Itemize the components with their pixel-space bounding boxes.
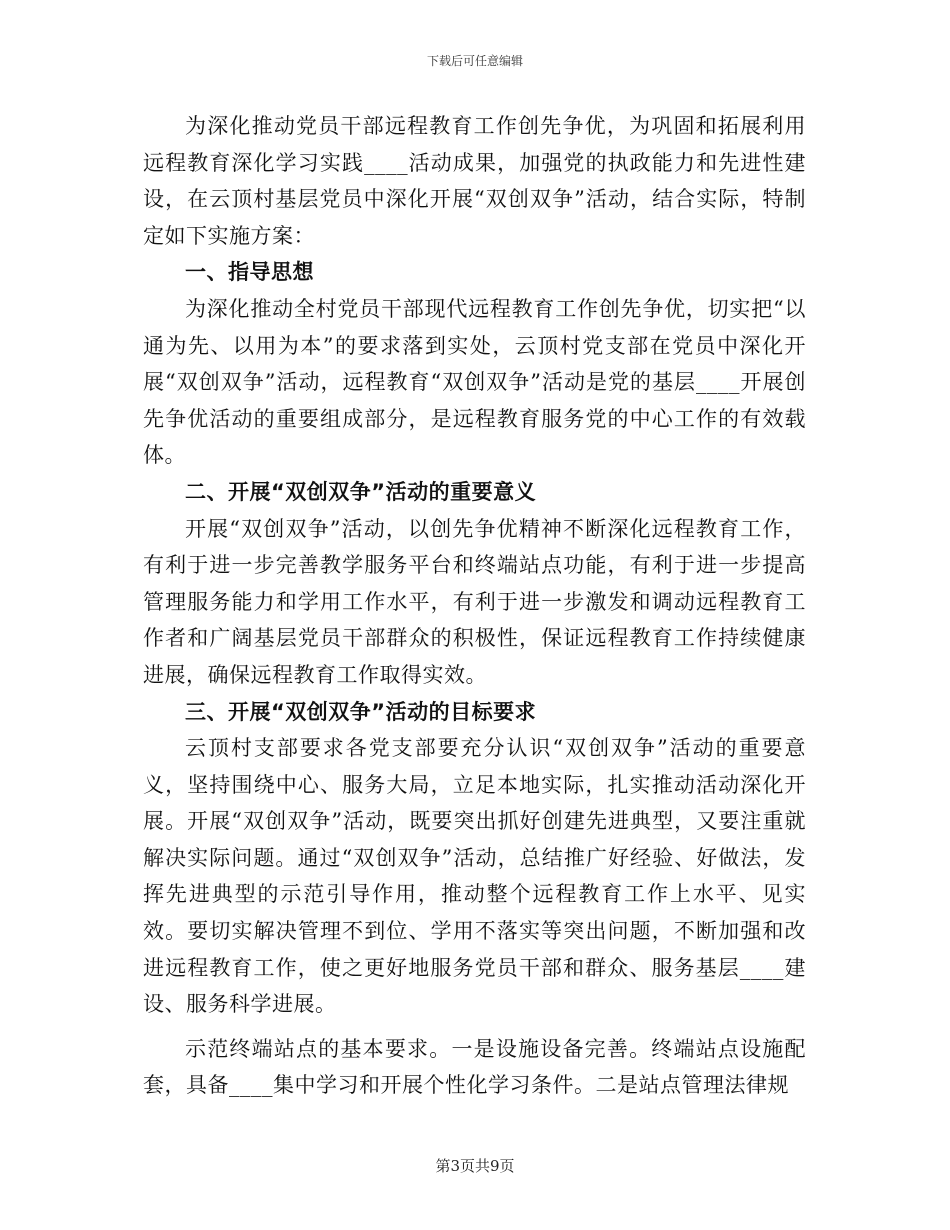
page-header-note: 下载后可任意编辑 (426, 54, 523, 68)
intro-paragraph: 为深化推动党员干部远程教育工作创先争优，为巩固和拓展利用远程教育深化学习实践____活动成果，加强党的执政能力和先进性建设，在云顶村基层党员中深化开展“双创双争”活动，结合实际，特制定如下实施方案： (143, 114, 806, 248)
section-paragraph-guiding-ideology: 为深化推动全村党员干部现代远程教育工作创先争优，切实把“以通为先、以用为本”的要求落到实处，云顶村党支部在党员中深化开展“双创双争”活动，远程教育“双创双争”活动是党的基层____开展创先争优活动的重要组成部分，是远程教育服务党的中心工作的有效载体。 (143, 296, 806, 468)
section-paragraph-significance: 开展“双创双争”活动，以创先争优精神不断深化远程教育工作，有利于进一步完善教学服务平台和终端站点功能，有利于进一步提高管理服务能力和学用工作水平，有利于进一步激发和调动远程教育工作者和广阔基层党员干部群众的积极性，保证远程教育工作持续健康进展，确保远程教育工作取得实效。 (143, 516, 806, 687)
section-heading-goals: 三、开展“双创双争”活动的目标要求 (185, 699, 537, 724)
section-paragraph-goals: 云顶村支部要求各党支部要充分认识“双创双争”活动的重要意义，坚持围绕中心、服务大局，立足本地实际，扎实推动活动深化开展。开展“双创双争”活动，既要突出抓好创建先进典型，又要注重就解决实际问题。通过“双创双争”活动，总结推广好经验、好做法，发挥先进典型的示范引导作用，推动整个远程教育工作上水平、见实效。要切实解决管理不到位、学用不落实等突出问题，不断加强和改进远程教育工作，使之更好地服务党员干部和群众、服务基层____建设、服务科学进展。 (143, 736, 806, 1017)
section-heading-guiding-ideology: 一、指导思想 (185, 260, 314, 285)
section-heading-significance: 二、开展“双创双争”活动的重要意义 (185, 479, 537, 504)
page-number: 第3页共9页 (435, 1157, 515, 1175)
document-body (143, 108, 806, 1104)
section-paragraph-station-requirements: 示范终端站点的基本要求。一是设施设备完善。终端站点设施配套，具备____集中学习和开展个性化学习条件。二是站点管理法律规 (143, 1036, 806, 1098)
